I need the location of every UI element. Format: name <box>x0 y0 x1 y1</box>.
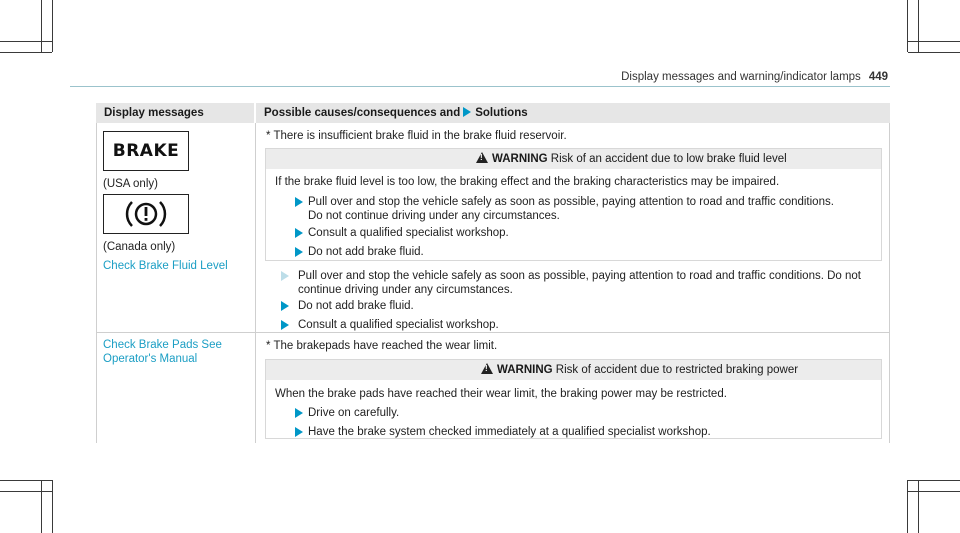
warning-triangle-icon <box>476 152 488 163</box>
bullet-icon <box>295 408 303 418</box>
warning-box <box>265 148 882 261</box>
warning-step: Do not add brake fluid. <box>308 246 424 258</box>
section-title: Display messages and warning/indicator lamps <box>621 71 861 83</box>
crop-mark <box>52 480 53 533</box>
crop-mark <box>41 0 42 52</box>
crop-mark <box>907 480 908 533</box>
bullet-icon <box>281 320 289 330</box>
warning-text: If the brake fluid level is too low, the braking effect and the braking characteristics may be impaired. <box>275 176 780 188</box>
warning-header <box>266 360 881 380</box>
solution-step: Do not add brake fluid. <box>298 300 414 312</box>
cause-text: * There is insufficient brake fluid in the brake fluid reservoir. <box>266 130 567 142</box>
display-message-check-brake-fluid: Check Brake Fluid Level <box>103 260 228 272</box>
column-header-causes <box>256 103 890 123</box>
warning-step: Do not continue driving under any circumstances. <box>308 210 560 222</box>
bullet-icon <box>281 301 289 311</box>
column-header-causes-text: Possible causes/consequences and <box>264 107 461 119</box>
brake-circle-icon <box>116 196 176 232</box>
running-header <box>621 71 888 83</box>
crop-mark <box>918 480 919 533</box>
crop-mark <box>908 52 960 53</box>
warning-step: Consult a qualified specialist workshop. <box>308 227 509 239</box>
arrow-icon <box>463 107 471 117</box>
column-divider <box>889 123 890 443</box>
crop-mark <box>908 41 960 42</box>
cause-text: * The brakepads have reached the wear limit. <box>266 340 498 352</box>
warning-box <box>265 359 882 439</box>
crop-mark <box>918 0 919 52</box>
crop-mark <box>0 41 52 42</box>
crop-mark <box>907 0 908 52</box>
warning-text: When the brake pads have reached their wear limit, the braking power may be restricted. <box>275 388 727 400</box>
crop-mark <box>0 491 52 492</box>
bullet-icon <box>295 247 303 257</box>
warning-title: Risk of an accident due to low brake fluid level <box>550 153 787 165</box>
display-message-check-brake-pads-line2: Operator's Manual <box>103 353 198 365</box>
warning-label: WARNING <box>497 364 553 376</box>
warning-triangle-icon <box>481 363 493 374</box>
solution-step: continue driving under any circumstances. <box>298 284 513 296</box>
header-rule <box>70 86 890 87</box>
crop-mark <box>908 480 960 481</box>
crop-mark <box>908 491 960 492</box>
brake-text-icon: BRAKE <box>112 141 180 161</box>
canada-only-label: (Canada only) <box>103 241 176 253</box>
bullet-icon <box>295 228 303 238</box>
warning-step: Pull over and stop the vehicle safely as soon as possible, paying attention to road and traffic conditions. <box>308 196 834 208</box>
crop-mark <box>41 480 42 533</box>
column-divider <box>255 123 256 443</box>
messages-table <box>96 103 890 443</box>
solution-step: Consult a qualified specialist workshop. <box>298 319 499 331</box>
page-number: 449 <box>868 71 888 83</box>
bullet-icon <box>295 427 303 437</box>
bullet-icon <box>295 197 303 207</box>
brake-warning-lamp-canada <box>103 194 189 234</box>
column-header-solutions: Solutions <box>475 107 528 119</box>
usa-only-label: (USA only) <box>103 178 158 190</box>
crop-mark <box>52 0 53 52</box>
column-header-messages: Display messages <box>96 103 254 123</box>
crop-mark <box>0 480 52 481</box>
warning-label: WARNING <box>492 153 548 165</box>
row-divider <box>96 332 890 333</box>
display-message-check-brake-pads: Check Brake Pads See <box>103 339 222 351</box>
crop-mark <box>0 52 52 53</box>
column-divider <box>96 123 97 443</box>
brake-warning-lamp-usa <box>103 131 189 171</box>
bullet-icon <box>281 271 289 281</box>
warning-title: Risk of accident due to restricted braking power <box>555 364 799 376</box>
warning-step: Drive on carefully. <box>308 407 400 419</box>
warning-header <box>266 149 881 169</box>
solution-step: Pull over and stop the vehicle safely as soon as possible, paying attention to road and traffic conditions. Do not <box>298 270 861 282</box>
warning-step: Have the brake system checked immediately at a qualified specialist workshop. <box>308 426 711 438</box>
